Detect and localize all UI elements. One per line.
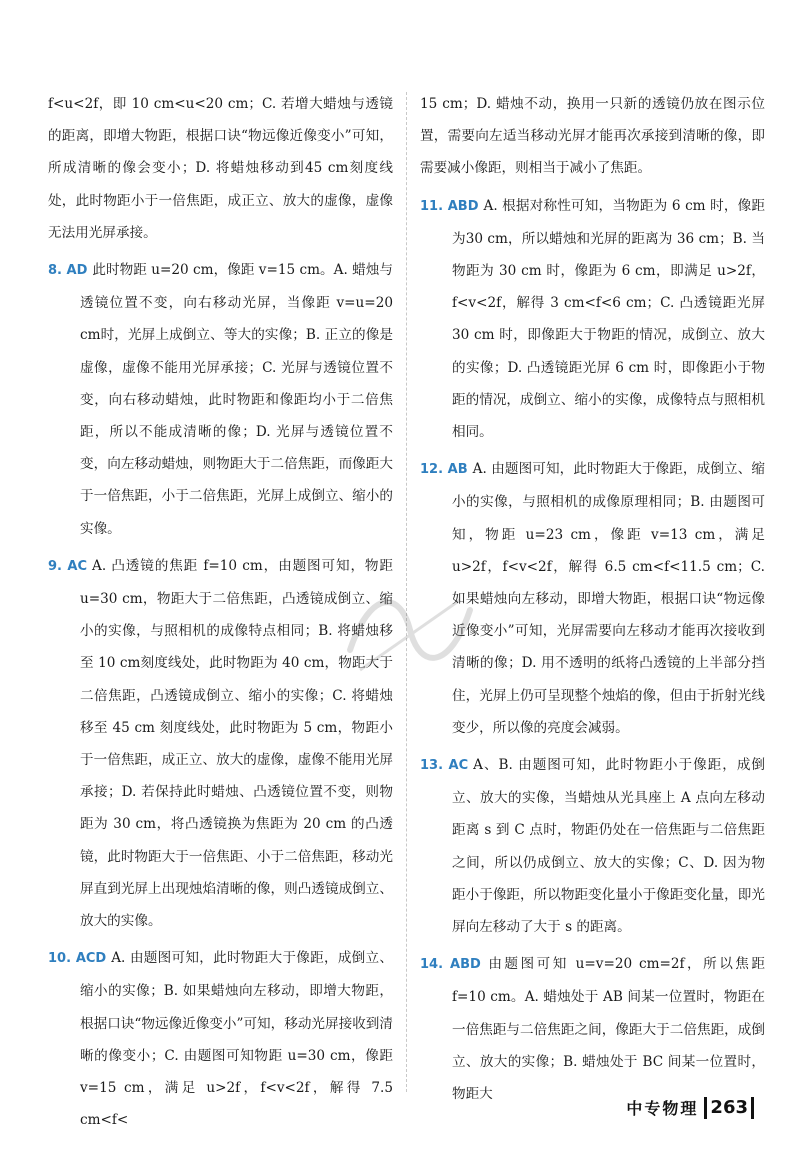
answer-number: 13. AC (420, 758, 469, 774)
page-number: 263 (704, 1097, 754, 1119)
answer-number: 12. AB (420, 462, 468, 478)
page-footer (626, 1096, 754, 1119)
answer-number: 9. AC (48, 558, 87, 574)
answer-text: f<u<2f，即 10 cm<u<20 cm；C. 若增大蜡烛与透镜的距离，即增大物距，根据口诀“物远像近像变小”可知，所成清晰的像会变小；D. 将蜡烛移动到45 cm刻度线处，此时物距小于一倍焦距，成正立、放大的虚像，虚像无法用光屏承接。 (48, 96, 393, 241)
answer-text: A. 由题图可知，此时物距大于像距，成倒立、缩小的实像，与照相机的成像原理相同；B. 由题图可知，物距 u=23 cm，像距 v=13 cm，满足 u>2f，f<v<2f，解得 6.5 cm<f<11.5 cm；C. 如果蜡烛向左移动，即增大物距，根据口诀“物远像近像变小”可知，光屏需要向左移动才能再次接收到清晰的像；D. 用不透明的纸将凸透镜的上半部分挡住，光屏上仍可呈现整个烛焰的像，但由于折射光线变少，所以像的亮度会减弱。 (452, 461, 765, 736)
answer-text: A. 根据对称性可知，当物距为 6 cm 时，像距为30 cm，所以蜡烛和光屏的距离为 36 cm；B. 当物距为 30 cm 时，像距为 6 cm，即满足 u>2f，f<v<2f，解得 3 cm<f<6 cm；C. 凸透镜距光屏 30 cm 时，即像距大于物距的情况，成倒立、放大的实像；D. 凸透镜距光屏 6 cm 时，即像距小于物距的情况，成倒立、缩小的实像，成像特点与照相机相同。 (452, 197, 765, 441)
answer-text: A. 由题图可知，此时物距大于像距，成倒立、缩小的实像；B. 如果蜡烛向左移动，即增大物距，根据口诀“物远像近像变小”可知，移动光屏接收到清晰的像变小；C. 由题图可知物距 u=30 cm，像距 v=15 cm，满足 u>2f，f<v<2f，解得 7.5 cm<f< (80, 950, 393, 1129)
answer-text: 此时物距 u=20 cm，像距 v=15 cm。A. 蜡烛与透镜位置不变，向右移动光屏，当像距 v=u=20 cm时，光屏上成倒立、等大的实像；B. 正立的像是虚像，虚像不能用光屏承接；C. 光屏与透镜位置不变，向右移动蜡烛，此时物距和像距均小于二倍焦距，所以不能成清晰的像；D. 光屏与透镜位置不变，向左移动蜡烛，则物距大于二倍焦距，而像距大于一倍焦距，小于二倍焦距，光屏上成倒立、缩小的实像。 (80, 262, 393, 537)
answer-number: 8. AD (48, 263, 88, 279)
answer-text: A. 凸透镜的焦距 f=10 cm，由题图可知，物距 u=30 cm，物距大于二倍焦距，凸透镜成倒立、缩小的实像，与照相机的成像特点相同；B. 将蜡烛移至 10 cm刻度线处，此时物距为 40 cm，物距大于二倍焦距，凸透镜成倒立、缩小的实像；C. 将蜡烛移至 45 cm 刻度线处，此时物距为 5 cm，物距小于一倍焦距，成正立、放大的虚像，虚像不能用光屏承接；D. 若保持此时蜡烛、凸透镜位置不变，则物距为 30 cm，将凸透镜换为焦距为 20 cm 的凸透镜，此时物距大于一倍焦距、小于二倍焦距，移动光屏直到光屏上出现烛焰清晰的像，则凸透镜成倒立、放大的实像。 (80, 557, 393, 930)
answer-13 (420, 749, 765, 943)
answer-text: A、B. 由题图可知，此时物距小于像距，成倒立、放大的实像，当蜡烛从光具座上 A 点向左移动距离 s 到 C 点时，物距仍处在一倍焦距与二倍焦距之间，所以仍成倒立、放大的实像；C、D. 因为物距小于像距，所以物距变化量小于像距变化量，即光屏向左移动了大于 s 的距离。 (452, 757, 765, 936)
answer-number: 11. ABD (420, 198, 479, 214)
answer-text: 由题图可知 u=v=20 cm=2f，所以焦距 f=10 cm。A. 蜡烛处于 AB 间某一位置时，物距在一倍焦距与二倍焦距之间，像距大于二倍焦距，成倒立、放大的实像；B. 蜡烛处于 BC 间某一位置时，物距大 (452, 956, 765, 1103)
answer-number: 10. ACD (48, 951, 107, 967)
answer-text: 15 cm；D. 蜡烛不动，换用一只新的透镜仍放在图示位置，需要向左适当移动光屏才能再次承接到清晰的像，即需要减小像距，则相当于减小了焦距。 (420, 96, 765, 177)
answer-number: 14. ABD (420, 957, 481, 973)
answer-14 (420, 948, 765, 1110)
answer-10-continuation (420, 88, 765, 185)
answer-11 (420, 190, 765, 449)
answer-8 (48, 254, 393, 545)
answer-10 (48, 942, 393, 1136)
answer-7-continuation (48, 88, 393, 249)
watermark-icon (330, 570, 490, 690)
book-title: 中专物理 (626, 1099, 699, 1118)
